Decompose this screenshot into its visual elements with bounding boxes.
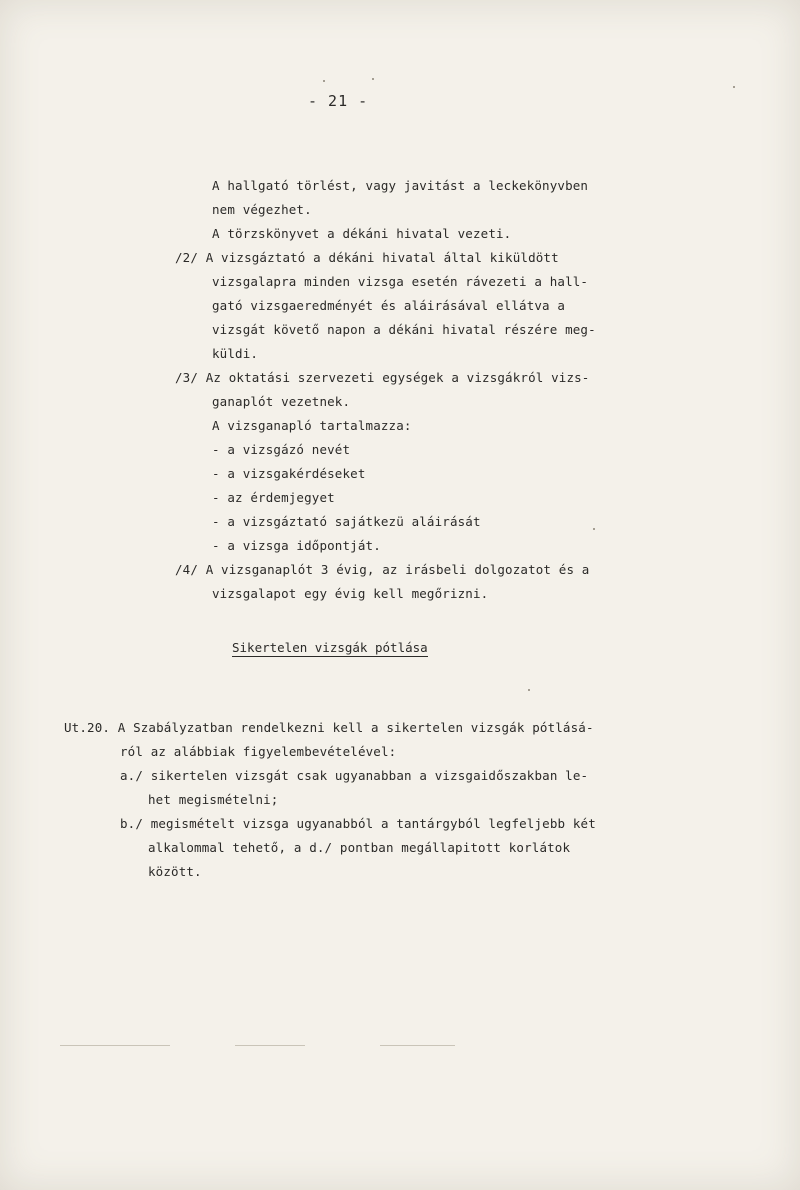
article-line: het megismételni; [148, 792, 279, 807]
list-item: - az érdemjegyet [212, 490, 335, 505]
text-line: A vizsganapló tartalmazza: [212, 418, 412, 433]
scan-speck [733, 86, 735, 88]
text-line: vizsgalapra minden vizsga esetén rávezeti a hall- [212, 274, 589, 289]
article-line: Ut.20. A Szabályzatban rendelkezni kell a sikertelen vizsgák pótlásá- [64, 720, 594, 735]
scan-speck [323, 80, 325, 82]
text-line: nem végezhet. [212, 202, 312, 217]
article-line: alkalommal tehető, a d./ pontban megállapitott korlátok [148, 840, 571, 855]
list-item: - a vizsgakérdéseket [212, 466, 366, 481]
scan-speck [593, 528, 595, 530]
article-line: b./ megismételt vizsga ugyanabból a tantárgyból legfeljebb két [120, 816, 596, 831]
text-line: /2/ A vizsgáztató a dékáni hivatal által kiküldött [175, 250, 559, 265]
text-line: A hallgató törlést, vagy javitást a leckekönyvben [212, 178, 589, 193]
faint-rule [60, 1045, 170, 1046]
faint-rule [380, 1045, 455, 1046]
text-line: küldi. [212, 346, 259, 361]
faint-rule [235, 1045, 305, 1046]
list-item: - a vizsgázó nevét [212, 442, 351, 457]
text-line: /3/ Az oktatási szervezeti egységek a vizsgákról vizs- [175, 370, 590, 385]
text-line: /4/ A vizsganaplót 3 évig, az irásbeli dolgozatot és a [175, 562, 590, 577]
text-line: vizsgát követő napon a dékáni hivatal részére meg- [212, 322, 596, 337]
scan-speck [372, 78, 374, 80]
scan-speck [528, 689, 530, 691]
page-number: - 21 - [308, 92, 369, 110]
article-line: a./ sikertelen vizsgát csak ugyanabban a vizsgaidőszakban le- [120, 768, 589, 783]
text-line: gató vizsgaeredményét és aláirásával ellátva a [212, 298, 566, 313]
section-heading: Sikertelen vizsgák pótlása [232, 640, 428, 655]
text-line: A törzskönyvet a dékáni hivatal vezeti. [212, 226, 512, 241]
list-item: - a vizsga időpontját. [212, 538, 381, 553]
text-line: vizsgalapot egy évig kell megőrizni. [212, 586, 489, 601]
text-line: ganaplót vezetnek. [212, 394, 351, 409]
article-line: ról az alábbiak figyelembevételével: [120, 744, 397, 759]
article-line: között. [148, 864, 202, 879]
list-item: - a vizsgáztató sajátkezü aláirását [212, 514, 481, 529]
